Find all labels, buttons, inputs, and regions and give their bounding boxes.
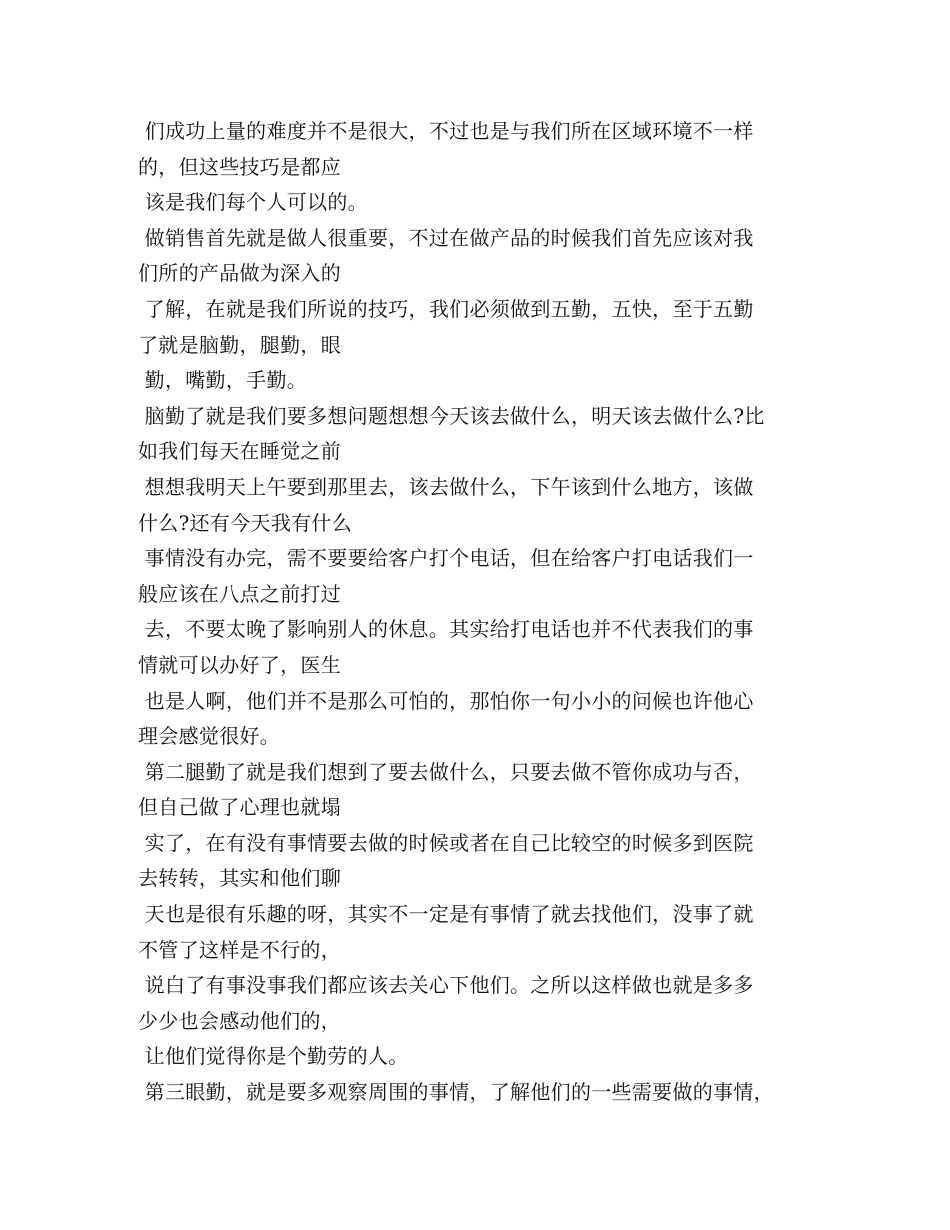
text-line: 般应该在八点之前打过 <box>138 581 341 606</box>
text-line: 去，不要太晚了影响别人的休息。其实给打电话也并不代表我们的事 <box>138 617 754 642</box>
text-line: 们所的产品做为深入的 <box>138 261 341 286</box>
text-line: 说白了有事没事我们都应该去关心下他们。之所以这样做也就是多多 <box>138 973 754 998</box>
text-line: 理会感觉很好。 <box>138 724 281 749</box>
text-line: 脑勤了就是我们要多想问题想想今天该去做什么，明天该去做什么?比 <box>138 403 765 428</box>
text-line: 第二腿勤了就是我们想到了要去做什么，只要去做不管你成功与否， <box>138 759 754 784</box>
text-line: 该是我们每个人可以的。 <box>138 190 368 215</box>
text-line: 了解，在就是我们所说的技巧，我们必须做到五勤，五快，至于五勤 <box>138 296 754 321</box>
text-line: 勤，嘴勤，手勤。 <box>138 368 308 393</box>
text-line: 第三眼勤，就是要多观察周围的事情，了解他们的一些需要做的事情， <box>138 1080 774 1105</box>
text-line: 想想我明天上午要到那里去，该去做什么，下午该到什么地方，该做 <box>138 474 754 499</box>
text-line: 如我们每天在睡觉之前 <box>138 439 341 464</box>
text-line: 做销售首先就是做人很重要，不过在做产品的时候我们首先应该对我 <box>138 225 754 250</box>
text-line: 天也是很有乐趣的呀，其实不一定是有事情了就去找他们，没事了就 <box>138 902 754 927</box>
document-body <box>138 114 828 1111</box>
text-line: 但自己做了心理也就塌 <box>138 795 341 820</box>
text-line: 让他们觉得你是个勤劳的人。 <box>138 1044 409 1069</box>
text-line: 去转转，其实和他们聊 <box>138 866 341 891</box>
text-line: 情就可以办好了，医生 <box>138 652 341 677</box>
text-line: 实了，在有没有事情要去做的时候或者在自己比较空的时候多到医院 <box>138 830 754 855</box>
text-line: 了就是脑勤，腿勤，眼 <box>138 332 341 357</box>
text-line: 也是人啊，他们并不是那么可怕的，那怕你一句小小的问候也许他心 <box>138 688 754 713</box>
text-line: 少少也会感动他们的， <box>138 1008 341 1033</box>
text-line: 事情没有办完，需不要要给客户打个电话，但在给客户打电话我们一 <box>138 546 754 571</box>
text-line: 们成功上量的难度并不是很大，不过也是与我们所在区域环境不一样 <box>138 119 754 143</box>
text-line: 的，但这些技巧是都应 <box>138 154 341 179</box>
text-line: 什么?还有今天我有什么 <box>138 510 353 535</box>
text-line: 不管了这样是不行的， <box>138 937 341 962</box>
